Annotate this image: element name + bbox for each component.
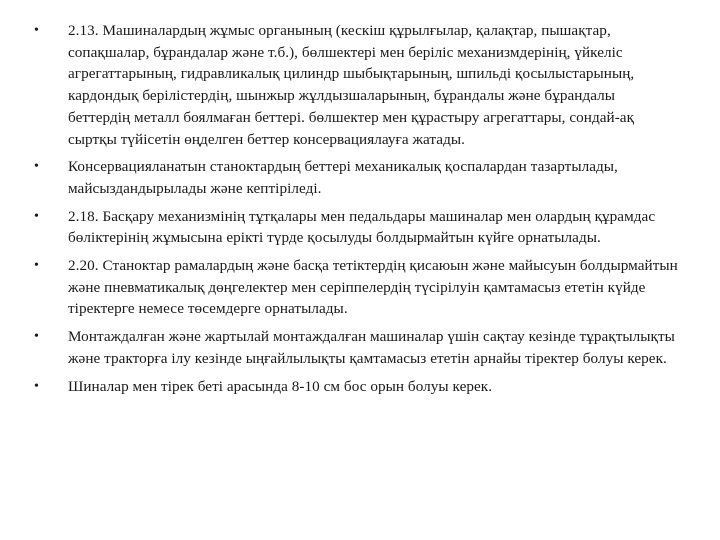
bullet-dot-icon: • (34, 329, 39, 345)
bullet-dot-icon: • (34, 378, 39, 394)
bullet-text: 2.18. Басқару механизмінің тұтқалары мен педальдары машиналар мен олардың құрамдас бөліктерінің жұмысына ерікті түрде қосылуды болдырмайтын күйге орнатылады. (68, 207, 656, 247)
bullet-item (34, 326, 680, 369)
bullet-text: Монтаждалған және жартылай монтаждалған машиналар үшін сақтау кезінде тұрақтылықты және тракторға ілу кезінде ыңғайлылықты қамтамасыз ететін арнайы тіректер болуы керек. (68, 328, 675, 367)
bullet-text: 2.20. Станоктар рамалардың және басқа тетіктердің қисаюын және майысуын болдырмайтын және пневматикалық дөңгелектер мен серіппелердің түсірілуін қамтамасыз ететін күйде тіректерге немесе төсемдерге орнатылады. (68, 257, 678, 318)
bullet-dot-icon: • (34, 208, 39, 224)
bullet-item (34, 376, 680, 398)
bullet-text: 2.13. Машиналардың жұмыс органының (кескіш құрылғылар, қалақтар, пышақтар, сопақшалар, бұрандалар және т.б.), бөлшектері мен беріліс механизмдерінің, үйкеліс агрегаттарының, гидравликалық цилиндр шыбықтарының, шпильді қосылыстарының, кардондық берілістердің, шынжыр жұлдызшаларының, бұрандалы және бұрандалы беттердің металл боялмаған беттері. бөлшектер мен құрастыру агрегаттары, сондай-ақ сыртқы түйісетін өңделген беттер консервациялауға жатады. (68, 22, 635, 148)
bullet-item (34, 20, 680, 150)
bullet-item (34, 156, 680, 199)
bullet-dot-icon: • (34, 159, 39, 175)
bullet-text: Консервацияланатын станоктардың беттері механикалық қоспалардан тазартылады, майсыздандырылады және кептіріледі. (68, 158, 618, 197)
bullet-dot-icon: • (34, 258, 39, 274)
bullet-list (34, 20, 680, 397)
bullet-item (34, 206, 680, 249)
bullet-dot-icon: • (34, 23, 39, 38)
bullet-text: Шиналар мен тірек беті арасында 8-10 см бос орын болуы керек. (68, 377, 493, 395)
bullet-item (34, 255, 680, 320)
